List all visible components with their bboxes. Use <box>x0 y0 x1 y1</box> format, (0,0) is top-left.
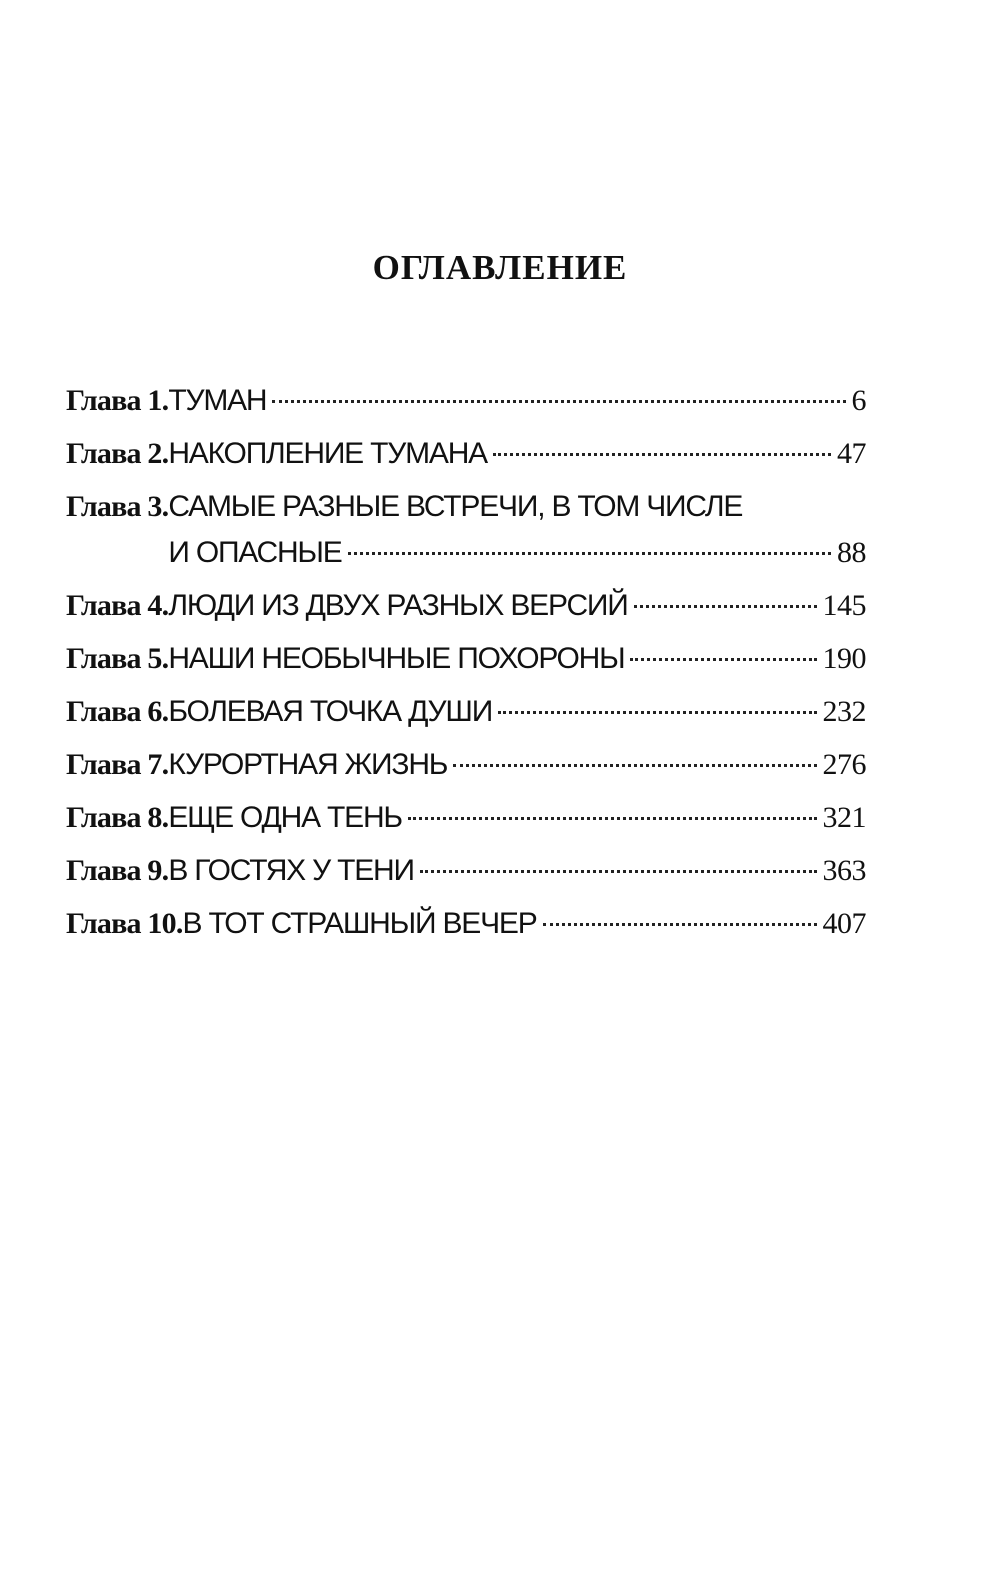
chapter-title: ЛЮДИ ИЗ ДВУХ РАЗНЫХ ВЕРСИЙ <box>168 589 628 622</box>
dot-leader <box>498 711 816 714</box>
chapter-title: ТУМАН <box>168 384 267 417</box>
chapter-label: Глава 4. <box>66 589 169 622</box>
page-number: 190 <box>822 642 866 675</box>
chapter-label: Глава 3. <box>66 490 169 523</box>
dot-leader <box>543 923 817 926</box>
dot-leader <box>272 400 845 403</box>
toc-entry-chapter-1[interactable] <box>66 378 866 424</box>
dot-leader <box>634 605 817 608</box>
toc-entry-chapter-3[interactable] <box>66 484 866 576</box>
dot-leader <box>348 552 831 555</box>
chapter-label: Глава 10. <box>66 907 183 940</box>
chapter-title: БОЛЕВАЯ ТОЧКА ДУШИ <box>168 695 493 728</box>
toc-entry-chapter-8[interactable] <box>66 795 866 841</box>
chapter-label: Глава 8. <box>66 801 169 834</box>
chapter-title-line-1: САМЫЕ РАЗНЫЕ ВСТРЕЧИ, В ТОМ ЧИСЛЕ <box>168 490 743 523</box>
dot-leader <box>420 870 817 873</box>
chapter-label: Глава 6. <box>66 695 169 728</box>
page-number: 276 <box>822 748 866 781</box>
table-of-contents <box>66 378 866 954</box>
page-number: 232 <box>822 695 866 728</box>
dot-leader <box>453 764 816 767</box>
chapter-title: В ГОСТЯХ У ТЕНИ <box>168 854 414 887</box>
page-number: 6 <box>851 384 866 417</box>
toc-entry-chapter-9[interactable] <box>66 848 866 894</box>
dot-leader <box>493 453 831 456</box>
chapter-label: Глава 2. <box>66 437 169 470</box>
toc-entry-chapter-5[interactable] <box>66 636 866 682</box>
chapter-label: Глава 7. <box>66 748 169 781</box>
page-number: 363 <box>822 854 866 887</box>
chapter-title-line-2: И ОПАСНЫЕ <box>168 536 342 569</box>
chapter-label: Глава 1. <box>66 384 169 417</box>
page-number: 88 <box>837 536 866 569</box>
toc-entry-chapter-2[interactable] <box>66 431 866 477</box>
chapter-title: КУРОРТНАЯ ЖИЗНЬ <box>168 748 448 781</box>
chapter-label: Глава 5. <box>66 642 169 675</box>
page-number: 145 <box>822 589 866 622</box>
chapter-title: НАШИ НЕОБЫЧНЫЕ ПОХОРОНЫ <box>168 642 625 675</box>
page-number: 321 <box>822 801 866 834</box>
toc-entry-chapter-6[interactable] <box>66 689 866 735</box>
page-number: 407 <box>822 907 866 940</box>
page-title: ОГЛАВЛЕНИЕ <box>372 248 628 287</box>
chapter-title: ЕЩЕ ОДНА ТЕНЬ <box>168 801 402 834</box>
toc-entry-chapter-4[interactable] <box>66 583 866 629</box>
chapter-label: Глава 9. <box>66 854 169 887</box>
page-number: 47 <box>837 437 866 470</box>
toc-entry-chapter-10[interactable] <box>66 901 866 947</box>
chapter-title: В ТОТ СТРАШНЫЙ ВЕЧЕР <box>182 907 537 940</box>
dot-leader <box>630 658 816 661</box>
toc-entry-chapter-7[interactable] <box>66 742 866 788</box>
dot-leader <box>408 817 817 820</box>
chapter-title: НАКОПЛЕНИЕ ТУМАНА <box>168 437 487 470</box>
